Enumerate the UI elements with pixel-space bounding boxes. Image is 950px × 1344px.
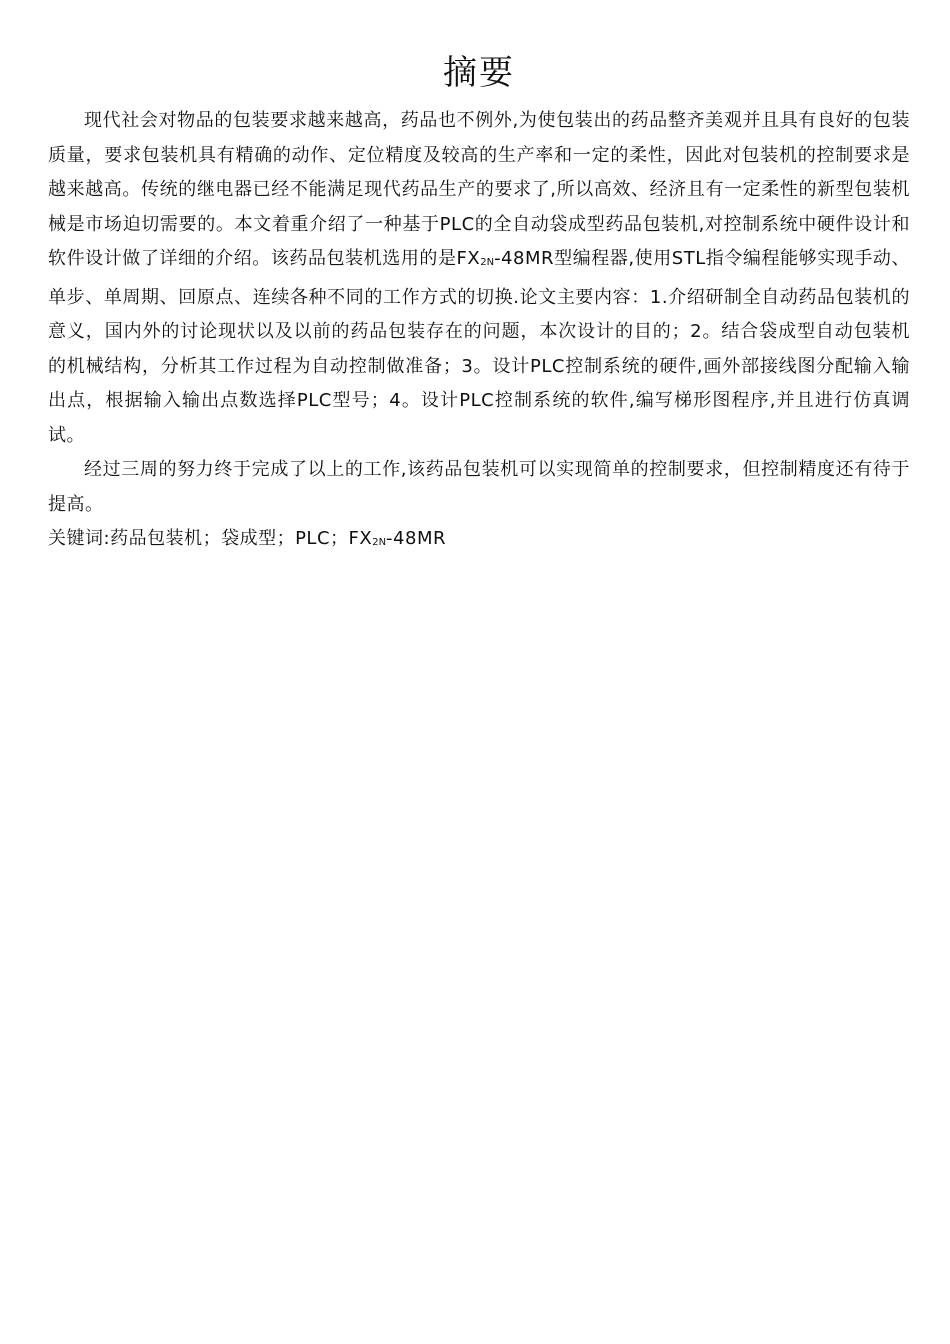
document-page [48,50,910,561]
abstract-paragraph-1-part-2: -48MR型编程器,使用STL指令编程能够实现手动、单步、单周期、回原点、连续各种不同的工作方式的切换.论文主要内容：1.介绍研制全自动药品包装机的意义，国内外的讨论现状以及以前的药品包装存在的问题，本次设计的目的；2。结合袋成型自动包装机的机械结构，分析其工作过程为自动控制做准备；3。设计PLC控制系统的硬件,画外部接线图分配输入输出点，根据输入输出点数选择PLC型号；4。设计PLC控制系统的软件,编写梯形图程序,并且进行仿真调试。 [48,248,910,446]
keywords-prefix: 关键词:药品包装机；袋成型；PLC；FX [48,528,373,549]
abstract-paragraph-1-part-1: 现代社会对物品的包装要求越来越高，药品也不例外,为使包装出的药品整齐美观并且具有良好的包装质量，要求包装机具有精确的动作、定位精度及较高的生产率和一定的柔性，因此对包装机的控制要求是越来越高。传统的继电器已经不能满足现代药品生产的要求了,所以高效、经济且有一定柔性的新型包装机械是市场迫切需要的。本文着重介绍了一种基于PLC的全自动袋成型药品包装机,对控制系统中硬件设计和软件设计做了详细的介绍。该药品包装机选用的是FX [48,110,910,269]
abstract-paragraph-2: 经过三周的努力终于完成了以上的工作,该药品包装机可以实现简单的控制要求，但控制精度还有待于提高。 [48,459,910,515]
page-title: 摘要 [443,53,515,93]
abstract-paragraph-1 [48,104,910,453]
model-subscript: 2N [480,257,495,268]
keywords-model-subscript: 2N [372,537,387,548]
keywords-line [48,522,910,561]
keywords-suffix: -48MR [386,528,446,549]
